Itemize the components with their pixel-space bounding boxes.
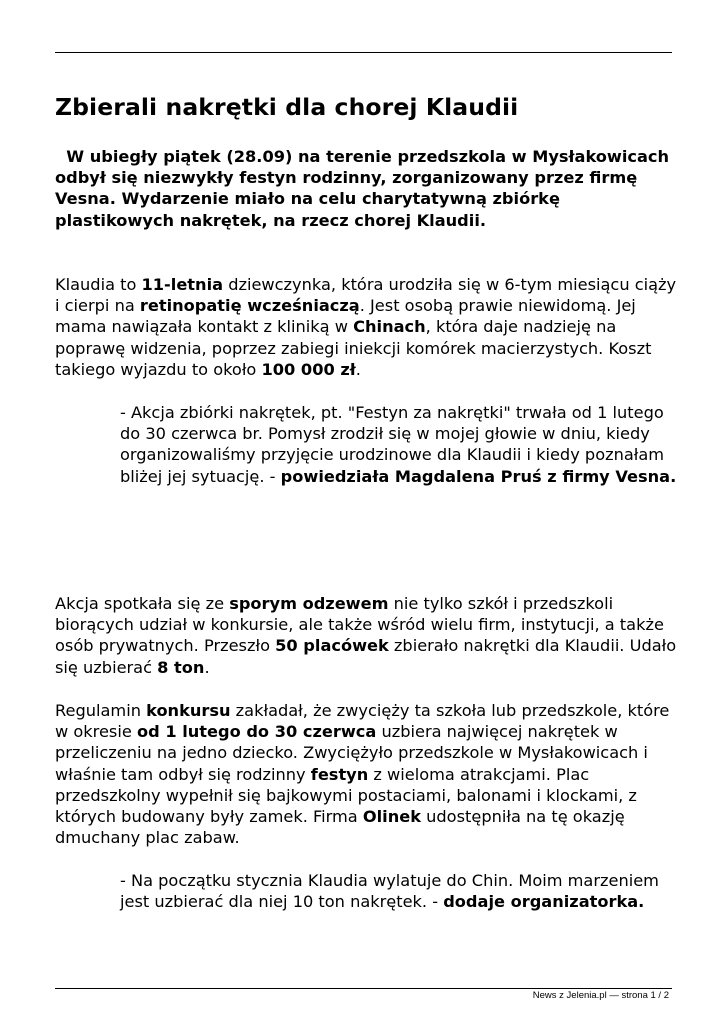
quote-closing — [120, 870, 680, 912]
header-rule — [55, 52, 672, 53]
quote-attribution: powiedziała Magdalena Pruś z firmy Vesna. — [280, 466, 677, 486]
emphasis: 11-letnia — [141, 275, 224, 294]
quote-text: - Akcja zbiórki nakrętek, pt. "Festyn za nakrętki" trwała od 1 lutego do 30 czerwca br. Pomysł zrodził się w mojej głowie w dniu, kiedy organizowaliśmy przyjęcie urodzinowe dla Klaudii i kiedy poznałam bliżej jej sytuację. - — [120, 403, 665, 486]
text-run: z wieloma atrakcjami. Plac przedszkolny wypełnił się bajkowymi postaciami, balonami i klockami, z których budowany były zamek. Firma — [55, 764, 637, 827]
text-run: dziewczynka, która urodziła się w 6-tym miesiącu ciąży i cierpi na — [55, 275, 677, 316]
emphasis: 8 ton — [157, 657, 205, 677]
text-run: . — [204, 657, 210, 677]
paragraph-contest — [55, 700, 680, 848]
text-run: Akcja spotkała się ze — [55, 594, 230, 613]
text-run: Klaudia to — [55, 275, 142, 294]
text-run: . — [355, 359, 361, 379]
text-run: zakładał, że zwycięży ta szkoła lub przedszkole, które w okresie — [55, 701, 670, 742]
text-run: , która daje nadzieję na poprawę widzenia, poprzez zabiegi iniekcji komórek macierzystych. Koszt takiego wyjazdu to około — [55, 317, 652, 379]
quote-attribution: dodaje organizatorka. — [443, 892, 645, 912]
emphasis: retinopatię wcześniaczą — [139, 296, 360, 316]
text-run: zbierało nakrętki dla Klaudii. Udało się uzbierać — [55, 636, 677, 677]
text-run: Regulamin — [55, 701, 147, 720]
emphasis: Olinek — [362, 807, 421, 827]
emphasis: 50 placówek — [275, 636, 389, 656]
article-lead — [55, 146, 675, 231]
article-title: Zbierali nakrętki dla chorej Klaudii — [55, 93, 519, 121]
emphasis: festyn — [310, 764, 369, 784]
quote-text: - Na początku stycznia Klaudia wylatuje do Chin. Moim marzeniem jest uzbierać dla niej 10 ton nakrętek. - — [120, 871, 659, 912]
emphasis: od 1 lutego do 30 czerwca — [136, 722, 377, 742]
text-run: nie tylko szkół i przedszkoli biorących udział w konkursie, ale także wśród wielu firm, instytucji, a także osób prywatnych. Przeszło — [55, 594, 664, 656]
quote-organizer — [120, 402, 680, 487]
emphasis: Chinach — [353, 317, 426, 337]
emphasis: 100 000 zł — [261, 359, 356, 379]
paragraph-response — [55, 593, 680, 678]
text-run: . Jest osobą prawie niewidomą. Jej mama nawiązała kontakt z kliniką w — [55, 296, 636, 337]
emphasis: sporym odzewem — [229, 594, 389, 613]
lead-text: W ubiegły piątek (28.09) na terenie przedszkola w Mysłakowicach odbył się niezwykły festyn rodzinny, zorganizowany przez firmę Vesna. Wydarzenie miało na celu charytatywną zbiórkę plastikowych nakrętek, na rzecz chorej Klaudii. — [55, 147, 670, 230]
text-run: udostępniła na tę okazję dmuchany plac zabaw. — [55, 807, 625, 848]
text-run: uzbiera najwięcej nakrętek w przeliczeniu na jedno dziecko. Zwyciężyło przedszkole w Mysłakowicach i właśnie tam odbył się rodzinny — [55, 722, 648, 784]
paragraph-klaudia — [55, 274, 680, 380]
emphasis: konkursu — [146, 701, 231, 720]
page-footer: News z Jelenia.pl — strona 1 / 2 — [532, 990, 669, 1001]
footer-rule — [55, 988, 672, 989]
